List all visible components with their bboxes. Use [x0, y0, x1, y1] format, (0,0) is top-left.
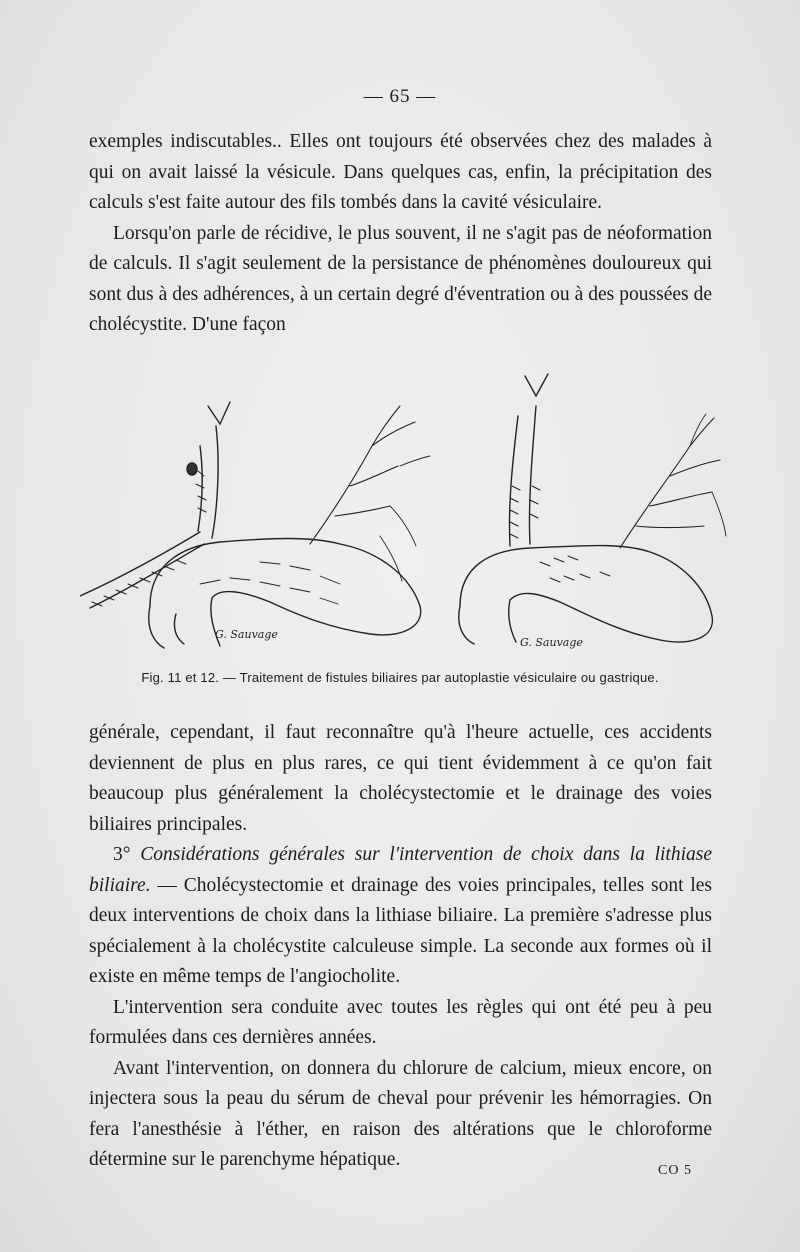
duct-branch-left	[208, 402, 230, 424]
section-number: 3°	[113, 844, 141, 865]
paragraph: Lorsqu'on parle de récidive, le plus souvent, il ne s'agit pas de néoformation de calculs. Il s'agit seulement de la persistance de phénomènes douloureux qui sont dus à des adhérences, à un certain degré d'éventration ou à des poussées de cholécystite. D'une façon	[89, 222, 712, 335]
section-paragraph	[89, 840, 712, 993]
duct-branch-right	[525, 374, 548, 396]
vessels	[310, 406, 415, 544]
figure-caption: Fig. 11 et 12. — Traitement de fistules biliaires par autoplastie vésiculaire ou gastrique.	[141, 670, 659, 685]
text-block-bottom	[89, 718, 712, 1176]
drain-tube	[80, 532, 204, 608]
signature-mark: CO 5	[658, 1163, 692, 1178]
bile-duct	[509, 406, 536, 546]
stomach-outline	[460, 546, 712, 643]
section-body: — Cholécystectomie et drainage des voies principales, telles sont les deux interventions de choix dans la lithiase biliaire. La première s'adresse plus spécialement à la cholécystite calculeuse simple. La seconde aux formes où il existe en même temps de l'angiocholite.	[89, 874, 712, 987]
paragraph: L'intervention sera conduite avec toutes les règles qui ont été peu à peu formulées dans ces dernières années.	[89, 996, 712, 1048]
paragraph: générale, cependant, il faut reconnaître qu'à l'heure actuelle, ces accidents deviennent de plus en plus rares, ce qui tient évidemment à ce qu'on fait beaucoup plus généralement la cholécystectomie et le drainage des voies biliaires principales.	[89, 722, 712, 835]
bile-duct	[198, 426, 218, 538]
page-number: — 65 —	[363, 86, 437, 107]
text-block-top	[89, 127, 712, 341]
illustrator-signature: G. Sauvage	[520, 636, 583, 649]
paragraph: exemples indiscutables.. Elles ont toujours été observées chez des malades à qui on avait laissé la vésicule. Dans quelques cas, enfin, la précipitation des calculs s'est faite autour des fils tombés dans la cavité vésiculaire.	[89, 131, 712, 213]
section-heading: Considérations générales sur l'intervention de choix dans la lithiase biliaire.	[89, 844, 712, 896]
anatomical-illustration	[80, 366, 730, 666]
vessels	[620, 418, 720, 548]
illustrator-signature: G. Sauvage	[215, 628, 278, 641]
stomach-outline	[150, 539, 421, 647]
paragraph: Avant l'intervention, on donnera du chlorure de calcium, mieux encore, on injectera sous la peau du sérum de cheval pour prévenir les hémorragies. On fera l'anesthésie à l'éther, en raison des altérations que le chloroforme détermine sur le parenchyme hépatique.	[89, 1057, 712, 1170]
